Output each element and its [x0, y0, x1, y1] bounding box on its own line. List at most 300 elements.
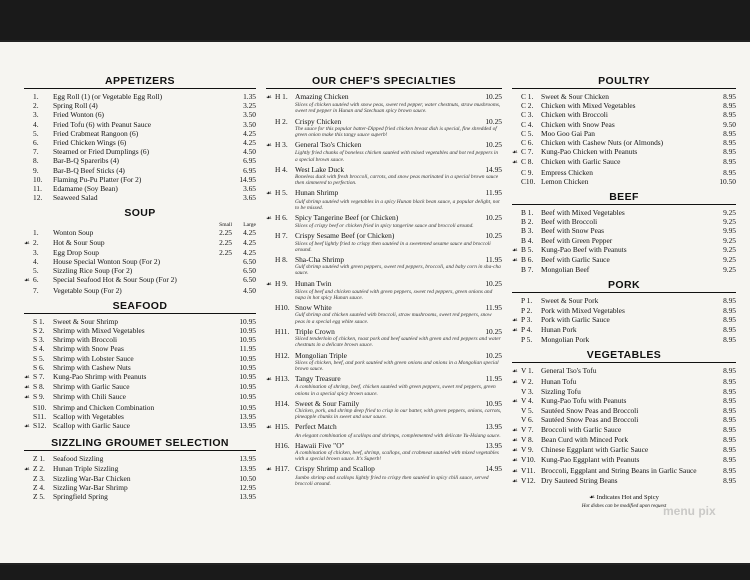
item-name: Empress Chicken: [541, 167, 593, 177]
item-number: H 7.: [275, 231, 288, 241]
item-number: H13.: [275, 374, 290, 384]
item-number: S11.: [33, 411, 47, 421]
menu-item-row: [512, 476, 736, 486]
menu-item-row: [512, 366, 736, 376]
menu-item-row: [266, 422, 502, 432]
menu-item-row: [512, 425, 736, 435]
specialty-item: [266, 441, 502, 463]
item-name: Crispy Sesame Beef (or Chicken): [295, 231, 395, 241]
item-name: Kung-Pao Tofu with Peanuts: [541, 396, 627, 406]
menu-item-row: [266, 231, 502, 240]
item-price: 10.25: [485, 116, 502, 126]
item-price: 13.95: [239, 492, 256, 502]
hot-spicy-icon: ☙: [512, 257, 518, 265]
item-price: 3.50: [243, 119, 256, 129]
item-price: 8.95: [723, 296, 736, 306]
item-name: General Tso's Tofu: [541, 366, 597, 376]
item-number: Z 5.: [33, 492, 45, 502]
item-price: 3.25: [243, 101, 256, 111]
poultry-list: [512, 92, 736, 186]
item-name: Broccoli, Eggplant and String Beans in Garlic Sauce: [541, 465, 697, 475]
item-number: 5.: [33, 128, 39, 138]
hot-spicy-icon: ☙: [512, 436, 518, 444]
soup-title: SOUP: [124, 207, 156, 220]
hot-spicy-icon: ☙: [512, 378, 518, 386]
item-price: 9.25: [723, 244, 736, 254]
hot-spicy-icon: ☙: [512, 467, 518, 475]
item-number: S 9.: [33, 392, 45, 402]
item-number: H 9.: [275, 278, 288, 288]
menu-item-row: [266, 213, 502, 223]
item-name: Pork with Garlic Sauce: [541, 314, 610, 324]
item-description: Chicken, pork, and shrimp deep fried to crisp in our batter, with green peppers, onions, carrots, pineapple chunks in sweet and sour sauce.: [295, 407, 502, 421]
item-price: 8.95: [723, 434, 736, 444]
item-price: 11.95: [485, 303, 502, 313]
hot-spicy-icon: ☙: [512, 316, 518, 324]
menu-item-row: [24, 266, 256, 275]
item-name: Sweet & Sour Shrimp: [53, 316, 119, 326]
item-number: P 1.: [521, 296, 533, 306]
menu-item-row: [24, 238, 256, 248]
item-name: Scallop with Vegetables: [53, 411, 124, 421]
item-name: Bean Curd with Minced Pork: [541, 434, 629, 444]
item-price: 3.65: [243, 193, 256, 203]
item-description: An elegant combination of scallops and shrimps, complemented with delicate Yu-Hsiang sauce.: [295, 432, 501, 439]
item-price: 10.95: [239, 353, 256, 363]
soup-small-label: Small: [219, 222, 232, 229]
item-name: Bar-B-Q Spareribs (4): [53, 156, 119, 166]
item-name: Kung-Pao Shrimp with Peanuts: [53, 372, 147, 382]
menu-item-row: [24, 129, 256, 138]
item-price: 4.50: [243, 147, 256, 157]
item-name: Chicken with Cashew Nuts (or Almonds): [541, 138, 664, 148]
item-number: 5.: [33, 266, 39, 276]
menu-item-row: [512, 110, 736, 119]
item-number: C 3.: [521, 110, 534, 120]
item-description: Boneless duck with fresh broccoli, carrots, and snow peas marinated in a special brown sauce then simmered to perfection.: [295, 174, 499, 187]
beef-title: BEEF: [512, 191, 736, 205]
menu-item-row: [512, 315, 736, 325]
item-number: C 6.: [521, 138, 534, 148]
item-price: 10.25: [485, 350, 502, 360]
item-description: Slices of beef and chicken sautéed with green peppers, sweet red peppers, green onions and napa in hot spicy Hunan sauce.: [295, 288, 493, 302]
hot-spicy-icon: ☙: [24, 465, 30, 473]
item-number: C 8.: [521, 157, 534, 167]
item-name: Shrimp with Garlic Sauce: [53, 382, 130, 392]
item-number: C 4.: [521, 119, 534, 129]
menu-item-row: [24, 464, 256, 474]
item-price: 8.95: [723, 445, 736, 455]
specialty-item: [266, 351, 502, 373]
menu-item-row: [512, 377, 736, 387]
menu-item-row: [24, 412, 256, 421]
item-number: H16.: [275, 440, 290, 450]
menu-item-row: [24, 372, 256, 382]
specialty-item: [266, 231, 502, 253]
item-price-large: 4.25: [243, 228, 256, 238]
menu-item-row: [24, 344, 256, 353]
appetizers-list: [24, 92, 256, 202]
specialty-item: [266, 165, 502, 187]
item-number: 10.: [33, 174, 43, 184]
item-number: 7.: [33, 285, 39, 295]
item-description: Slices of crispy beef or chicken fried in spicy tangerine sauce and broccoli around.: [295, 223, 474, 230]
specialty-item: [266, 279, 502, 302]
menu-item-row: [24, 335, 256, 344]
item-price: 13.95: [239, 454, 256, 464]
item-name: Flaming Pu-Pu Platter (For 2): [53, 174, 142, 184]
item-name: Pork with Mixed Vegetables: [541, 305, 625, 315]
menu-item-row: [266, 140, 502, 150]
item-number: Z 4.: [33, 482, 45, 492]
item-price: 9.25: [723, 255, 736, 265]
item-price: 9.95: [723, 226, 736, 236]
middle-column: [266, 72, 502, 489]
menu-item-row: [266, 279, 502, 289]
item-price: 3.50: [243, 110, 256, 120]
item-price: 10.25: [485, 140, 502, 150]
item-number: 12.: [33, 193, 43, 203]
item-number: S 2.: [33, 326, 45, 336]
menu-item-row: [266, 327, 502, 336]
menu-item-row: [266, 374, 502, 384]
item-price: 14.95: [239, 174, 256, 184]
item-number: 1.: [33, 92, 39, 101]
item-name: Mongolian Triple: [295, 350, 347, 360]
item-number: S 4.: [33, 344, 45, 354]
item-name: Seaweed Salad: [53, 193, 98, 203]
item-price-small: 2.25: [219, 228, 232, 238]
item-name: Fried Chicken Wings (6): [53, 138, 127, 148]
menu-item-row: [512, 101, 736, 110]
item-number: 2.: [33, 237, 39, 247]
item-name: Shrimp and Chicken Combination: [53, 402, 155, 412]
spicy-legend-note: ☙ Indicates Hot and Spicy: [589, 493, 659, 501]
item-number: V 1.: [521, 366, 534, 376]
item-number: 7.: [33, 147, 39, 157]
item-number: H 5.: [275, 188, 288, 198]
item-number: C 9.: [521, 167, 534, 177]
item-price: 13.95: [239, 411, 256, 421]
menu-item-row: [512, 226, 736, 235]
specialty-item: [266, 255, 502, 277]
item-number: Z 3.: [33, 473, 45, 483]
item-price: 14.95: [485, 464, 502, 474]
item-name: Crispy Chicken: [295, 116, 342, 126]
item-name: Dry Sauteed String Beans: [541, 475, 618, 485]
item-price: 8.95: [723, 101, 736, 111]
item-number: P 5.: [521, 335, 533, 345]
item-price: 14.95: [485, 164, 502, 174]
hot-spicy-icon: ☙: [266, 142, 272, 150]
item-price: 11.95: [239, 344, 256, 354]
item-price: 10.95: [239, 316, 256, 326]
item-price: 9.25: [723, 217, 736, 227]
item-name: Moo Goo Gai Pan: [541, 128, 595, 138]
item-price: 8.95: [723, 138, 736, 148]
menu-item-row: [24, 138, 256, 147]
item-name: Beef with Mixed Vegetables: [541, 208, 625, 218]
menu-item-row: [24, 184, 256, 193]
item-number: 4.: [33, 119, 39, 129]
seafood-list: [24, 317, 256, 431]
menu-item-row: [512, 92, 736, 101]
sizzling-list: [24, 454, 256, 501]
menu-item-row: [24, 257, 256, 266]
menu-item-row: [512, 445, 736, 455]
specialty-item: [266, 327, 502, 349]
item-price: 8.95: [723, 314, 736, 324]
item-price: 10.95: [239, 372, 256, 382]
menu-item-row: [24, 492, 256, 501]
item-name: Chicken with Broccoli: [541, 110, 608, 120]
appetizers-title: APPETIZERS: [24, 75, 256, 89]
menu-item-row: [512, 396, 736, 406]
item-price: 8.95: [723, 376, 736, 386]
hot-spicy-icon: ☙: [266, 215, 272, 223]
item-price: 10.95: [239, 392, 256, 402]
item-number: H10.: [275, 303, 290, 313]
item-number: B 6.: [521, 255, 534, 265]
item-number: S 1.: [33, 316, 45, 326]
item-number: V 7.: [521, 424, 534, 434]
item-name: Lemon Chicken: [541, 176, 589, 186]
pork-list: [512, 296, 736, 344]
hot-spicy-icon: ☙: [266, 280, 272, 288]
item-description: Jumbo shrimp and scallops lightly fried to crispy then sautéed in spicy chili sauce, served broccoli around.: [295, 474, 489, 487]
item-price: 13.95: [485, 422, 502, 432]
menu-item-row: [24, 275, 256, 285]
menu-item-row: [512, 306, 736, 315]
item-name: Mongolian Beef: [541, 265, 590, 275]
menu-item-row: [512, 335, 736, 344]
item-number: V 4.: [521, 396, 534, 406]
menu-item-row: [24, 175, 256, 184]
item-description: Slices of chicken, beef, and pork sautéed with green onions and onions in a Mongolian special brown sauce.: [295, 359, 499, 372]
item-price: 10.25: [485, 213, 502, 223]
item-price-large: 6.50: [243, 266, 256, 276]
item-name: Steamed or Fried Dumplings (6): [53, 147, 150, 157]
vegetables-title: VEGETABLES: [512, 349, 736, 363]
menu-item-row: [512, 168, 736, 177]
item-price: 8.95: [723, 335, 736, 345]
item-name: Kung-Pao Eggplant with Peanuts: [541, 455, 640, 465]
item-name: Hunan Twin: [295, 278, 332, 288]
item-name: Hunan Tofu: [541, 376, 577, 386]
menu-item-row: [512, 435, 736, 445]
item-name: Sautéed Snow Peas and Broccoli: [541, 415, 639, 425]
hot-spicy-icon: ☙: [24, 384, 30, 392]
item-price: 8.95: [723, 167, 736, 177]
menu-item-row: [512, 120, 736, 129]
item-number: V12.: [521, 475, 536, 485]
item-number: S10.: [33, 402, 47, 412]
left-column: [24, 72, 256, 501]
hot-spicy-icon: ☙: [512, 327, 518, 335]
item-price: 10.25: [485, 231, 502, 241]
item-name: Vegetable Soup (For 2): [53, 285, 122, 295]
hot-spicy-icon: ☙: [266, 376, 272, 384]
menu-item-row: [512, 387, 736, 396]
item-number: 3.: [33, 110, 39, 120]
item-price: 10.95: [239, 382, 256, 392]
menu-item-row: [24, 120, 256, 129]
item-number: 6.: [33, 275, 39, 285]
item-name: Chinese Eggplant with Garlic Sauce: [541, 445, 649, 455]
item-price: 10.95: [485, 398, 502, 408]
item-price: 12.95: [239, 482, 256, 492]
item-price: 9.25: [723, 208, 736, 218]
specialties-list: [266, 92, 502, 487]
item-description: A combination of shrimp, beef, chicken sautéed with green peppers, sweet red peppers, green onions in a special spicy brown sauce.: [295, 384, 496, 397]
hot-spicy-icon: ☙: [512, 159, 518, 167]
right-column: [512, 72, 736, 510]
item-price: 8.95: [723, 386, 736, 396]
menu-item-row: [24, 474, 256, 483]
item-price: 9.50: [723, 119, 736, 129]
item-number: V 6.: [521, 415, 534, 425]
hot-spicy-icon: ☙: [24, 277, 30, 285]
hot-spicy-icon: ☙: [512, 149, 518, 157]
menu-item-row: [266, 255, 502, 264]
specialty-item: [266, 188, 502, 211]
specialty-item: [266, 303, 502, 325]
menu-item-row: [24, 286, 256, 295]
item-name: Kung-Pao Beef with Peanuts: [541, 244, 627, 254]
menu-item-row: [266, 92, 502, 102]
item-name: Beef with Green Pepper: [541, 235, 613, 245]
item-number: V 3.: [521, 386, 534, 396]
item-price: 8.95: [723, 396, 736, 406]
menu-item-row: [24, 326, 256, 335]
item-price: 10.95: [239, 335, 256, 345]
menu-item-row: [24, 454, 256, 463]
item-name: Beef with Garlic Sauce: [541, 255, 610, 265]
item-name: Fried Wonton (6): [53, 110, 104, 120]
item-price: 13.95: [239, 463, 256, 473]
item-price: 11.95: [485, 188, 502, 198]
menu-item-row: [24, 166, 256, 175]
menu-item-row: [266, 188, 502, 198]
item-name: Crispy Shrimp and Scallop: [295, 464, 375, 474]
menu-item-row: [24, 483, 256, 492]
item-name: General Tso's Chicken: [295, 140, 362, 150]
item-price: 8.95: [723, 475, 736, 485]
menu-item-row: [512, 177, 736, 186]
item-description: A combination of chicken, beef, shrimp, scallops, and crabmeat sautéed with mixed vegetables with a special brown sauce. It's Superb!: [295, 449, 499, 463]
item-price: 10.95: [239, 362, 256, 372]
item-price-large: 6.50: [243, 257, 256, 267]
menu-item-row: [512, 147, 736, 157]
menu-item-row: [512, 236, 736, 245]
item-price-large: 4.50: [243, 285, 256, 295]
hot-spicy-icon: ☙: [266, 466, 272, 474]
item-name: Broccoli with Garlic Sauce: [541, 424, 622, 434]
item-number: 9.: [33, 165, 39, 175]
item-price: 11.95: [485, 255, 502, 265]
item-price: 8.95: [723, 325, 736, 335]
watermark-logo: menu pix: [663, 504, 716, 518]
item-name: Shrimp with Chili Sauce: [53, 392, 126, 402]
item-number: B 5.: [521, 244, 534, 254]
item-name: Sweet & Sour Family: [295, 398, 360, 408]
item-name: Fried Crabmeat Rangoon (6): [53, 128, 139, 138]
menu-item-row: [512, 296, 736, 305]
hot-spicy-icon: ☙: [266, 424, 272, 432]
menu-item-row: [24, 317, 256, 326]
item-number: H 3.: [275, 140, 288, 150]
menu-item-row: [512, 466, 736, 476]
item-name: Sizzling War-Bar Shrimp: [53, 482, 128, 492]
item-number: B 1.: [521, 208, 534, 218]
menu-item-row: [24, 147, 256, 156]
menu-item-row: [24, 101, 256, 110]
item-name: Tangy Treasure: [295, 374, 341, 384]
hot-spicy-icon: ☙: [24, 394, 30, 402]
item-price-small: 2.25: [219, 247, 232, 257]
item-number: C 5.: [521, 128, 534, 138]
photo-top-border: [0, 0, 750, 40]
item-number: 3.: [33, 247, 39, 257]
item-price: 8.95: [723, 92, 736, 101]
hot-spicy-icon: ☙: [512, 426, 518, 434]
item-number: V10.: [521, 455, 536, 465]
menu-item-row: [24, 228, 256, 237]
menu-item-row: [512, 245, 736, 255]
item-number: 1.: [33, 228, 39, 238]
item-name: Edamame (Soy Bean): [53, 184, 118, 194]
menu-item-row: [24, 248, 256, 257]
item-number: S 6.: [33, 362, 45, 372]
soup-list: [24, 228, 256, 294]
item-name: Chicken with Snow Peas: [541, 119, 615, 129]
hot-spicy-icon: ☙: [512, 368, 518, 376]
item-price: 10.95: [239, 326, 256, 336]
item-name: Shrimp with Broccoli: [53, 335, 118, 345]
item-number: 11.: [33, 184, 42, 194]
item-name: Hawaii Five "O": [295, 440, 345, 450]
item-price-large: 4.25: [243, 237, 256, 247]
menu-item-row: [24, 421, 256, 431]
specialty-item: [266, 374, 502, 397]
item-name: Sizzling Rice Soup (For 2): [53, 266, 133, 276]
item-number: S 3.: [33, 335, 45, 345]
item-name: Egg Drop Soup: [53, 247, 99, 257]
item-number: H 2.: [275, 116, 288, 126]
menu-item-row: [266, 464, 502, 474]
item-name: Chicken with Garlic Sauce: [541, 157, 621, 167]
item-price: 11.95: [485, 374, 502, 384]
item-price: 10.50: [719, 176, 736, 186]
poultry-title: POULTRY: [512, 75, 736, 89]
menu-item-row: [512, 325, 736, 335]
item-description: Slices of chicken sautéed with snow peas, sweet red pepper, water chestnuts, straw mushrooms, sweet red pepper in Hunan and Szechuan spicy brown sauce.: [295, 102, 501, 115]
item-name: Spicy Tangerine Beef (or Chicken): [295, 213, 399, 223]
item-price: 10.95: [239, 402, 256, 412]
item-name: Hunan Pork: [541, 325, 577, 335]
item-number: Z 2.: [33, 463, 45, 473]
hot-spicy-icon: ☙: [512, 447, 518, 455]
item-price: 8.95: [723, 366, 736, 376]
menu-item-row: [24, 193, 256, 202]
specialty-item: [266, 117, 502, 139]
item-name: Hunan Shrimp: [295, 188, 339, 198]
item-description: Slices of beef lightly fried to crispy then sautéed in a sweetened sesame sauce and broccoli around.: [295, 240, 491, 253]
item-name: Shrimp with Snow Peas: [53, 344, 124, 354]
item-number: H15.: [275, 422, 290, 432]
item-name: Egg Roll (1) (or Vegetable Egg Roll): [53, 92, 163, 101]
specialty-item: [266, 92, 502, 115]
